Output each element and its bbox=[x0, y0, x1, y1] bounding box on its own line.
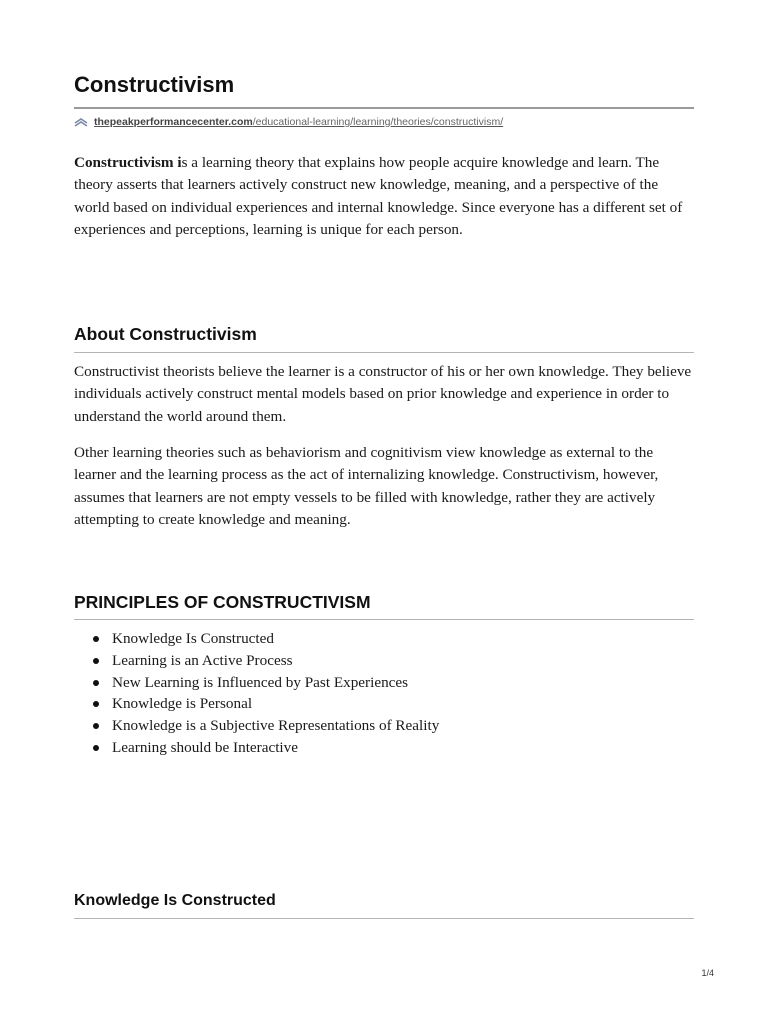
about-heading: About Constructivism bbox=[74, 324, 257, 344]
about-paragraph-1: Constructivist theorists believe the learner is a constructor of his or her own knowledge. They believe individuals actively construct mental models based on prior knowledge and experience in order to understand the world around them. bbox=[74, 363, 692, 425]
title-divider bbox=[74, 107, 694, 109]
principles-heading: PRINCIPLES OF CONSTRUCTIVISM bbox=[74, 592, 371, 612]
source-link[interactable] bbox=[94, 116, 503, 128]
about-divider bbox=[74, 352, 694, 353]
page-title: Constructivism bbox=[74, 72, 235, 97]
intro-lead: Constructivism i bbox=[74, 154, 182, 171]
intro-text: s a learning theory that explains how people acquire knowledge and learn. The theory asserts that learners actively construct new knowledge, meaning, and a perspective of the world based on individual experiences and internal knowledge. Since everyone has a different set of experiences and perceptions, learning is unique for each person. bbox=[74, 154, 683, 239]
list-item: Learning is an Active Process bbox=[74, 650, 694, 672]
link-icon bbox=[74, 116, 88, 128]
list-item: Learning should be Interactive bbox=[74, 737, 694, 759]
list-item: Knowledge Is Constructed bbox=[74, 628, 694, 650]
list-item: New Learning is Influenced by Past Experiences bbox=[74, 672, 694, 694]
intro-paragraph bbox=[74, 152, 694, 242]
source-domain: thepeakperformancecenter.com bbox=[94, 116, 253, 128]
principles-divider bbox=[74, 619, 694, 620]
source-line bbox=[74, 114, 503, 130]
knowledge-constructed-divider bbox=[74, 918, 694, 919]
knowledge-constructed-heading: Knowledge Is Constructed bbox=[74, 892, 276, 909]
list-item: Knowledge is a Subjective Representations of Reality bbox=[74, 715, 694, 737]
list-item: Knowledge is Personal bbox=[74, 693, 694, 715]
source-path: /educational-learning/learning/theories/constructivism/ bbox=[252, 116, 504, 128]
about-paragraph-2: Other learning theories such as behaviorism and cognitivism view knowledge as external to the learner and the learning process as the act of internalizing knowledge. Constructivism, however, assumes that learners are not empty vessels to be filled with knowledge, rather they are actively attempting to create knowledge and meaning. bbox=[74, 444, 659, 529]
principles-list bbox=[74, 628, 694, 759]
page-number: 1/4 bbox=[701, 968, 714, 978]
